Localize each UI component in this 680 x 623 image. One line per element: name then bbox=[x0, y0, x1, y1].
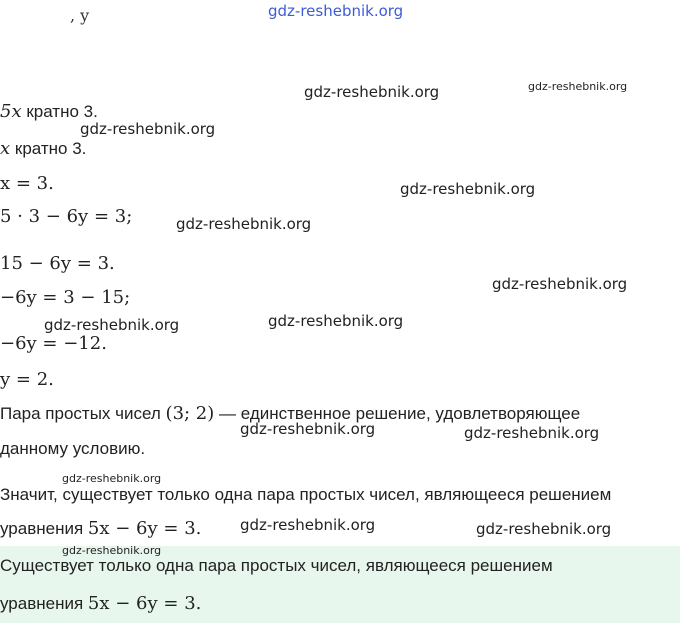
watermark: gdz-reshebnik.org bbox=[464, 424, 600, 442]
watermark-top: gdz-reshebnik.org bbox=[268, 2, 404, 20]
watermark: gdz-reshebnik.org bbox=[240, 420, 376, 438]
line-2-text: кратно 3. bbox=[10, 139, 87, 158]
watermark: gdz-reshebnik.org bbox=[304, 83, 440, 101]
watermark: gdz-reshebnik.org bbox=[476, 520, 612, 538]
line-1-text: кратно 3. bbox=[21, 102, 98, 121]
line-9-end: — единственное решение, удовлетворяющее bbox=[219, 404, 581, 423]
math-x: x bbox=[0, 138, 11, 159]
answer-line-1: Существует только одна пара простых чисел, являющееся решением bbox=[0, 556, 553, 575]
watermark: gdz-reshebnik.org bbox=[268, 312, 404, 330]
line-8: y = 2. bbox=[0, 369, 54, 390]
line-12-start: уравнения bbox=[0, 519, 84, 538]
line-1 bbox=[0, 101, 98, 122]
line-5: 15 − 6y = 3. bbox=[0, 253, 115, 274]
line-12 bbox=[0, 518, 201, 539]
watermark: gdz-reshebnik.org bbox=[528, 80, 628, 93]
watermark: gdz-reshebnik.org bbox=[492, 275, 628, 293]
line-9-math: (3; 2) bbox=[165, 403, 215, 424]
math-5x: 5x bbox=[0, 101, 22, 122]
watermark: gdz-reshebnik.org bbox=[176, 215, 312, 233]
line-9-start: Пара простых чисел bbox=[0, 404, 161, 423]
line-7: −6y = −12. bbox=[0, 333, 107, 354]
line-10: данному условию. bbox=[0, 439, 146, 458]
line-6: −6y = 3 − 15; bbox=[0, 287, 131, 308]
answer-line-2-math: 5x − 6y = 3. bbox=[87, 593, 202, 614]
answer-line-2 bbox=[0, 593, 201, 614]
watermark: gdz-reshebnik.org bbox=[62, 472, 162, 485]
watermark: gdz-reshebnik.org bbox=[62, 544, 162, 557]
line-12-math: 5x − 6y = 3. bbox=[87, 518, 202, 539]
watermark: gdz-reshebnik.org bbox=[80, 120, 216, 138]
watermark: gdz-reshebnik.org bbox=[400, 180, 536, 198]
line-3: x = 3. bbox=[0, 173, 54, 194]
line-2 bbox=[0, 138, 86, 159]
answer-line-2-start: уравнения bbox=[0, 594, 84, 613]
line-11: Значит, существует только одна пара простых чисел, являющееся решением bbox=[0, 485, 612, 504]
watermark: gdz-reshebnik.org bbox=[44, 316, 180, 334]
watermark: gdz-reshebnik.org bbox=[240, 516, 376, 534]
line-4: 5 · 3 − 6y = 3; bbox=[0, 206, 133, 227]
top-fragment: , y bbox=[70, 6, 90, 25]
